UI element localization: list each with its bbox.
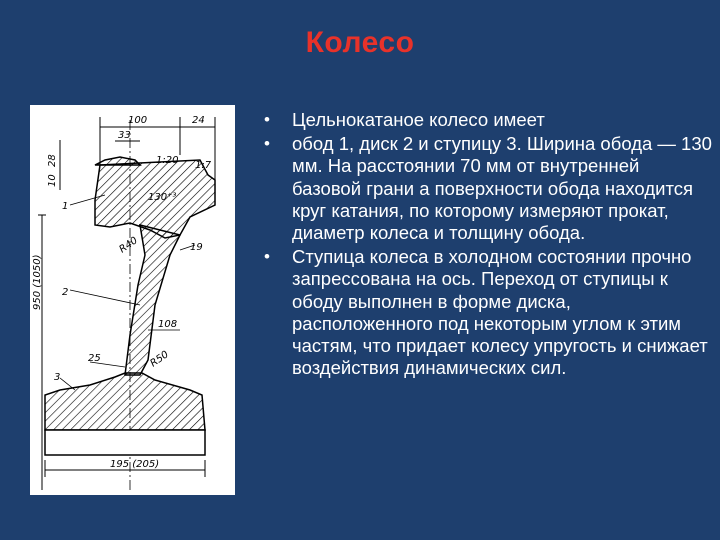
bullet-text: Цельнокатаное колесо имеет — [292, 109, 545, 130]
bullet-dot: • — [264, 247, 270, 267]
slide-title: Колесо — [305, 26, 415, 59]
dim-r50: R50 — [148, 349, 171, 370]
bullet-dot: • — [264, 134, 270, 154]
dim-24: 24 — [192, 115, 205, 126]
dim-hub-width: 195 (205) — [110, 459, 160, 470]
callout-hub: 3 — [54, 372, 61, 383]
hub-section — [45, 373, 205, 430]
dim-33: 33 — [118, 130, 131, 141]
dim-r40: R40 — [117, 235, 140, 256]
dim-25: 25 — [88, 353, 101, 364]
callout-rim: 1 — [62, 201, 69, 212]
dim-rim-130: 130⁺³ — [148, 192, 177, 203]
bullet-list — [262, 109, 712, 381]
bullet-dot: • — [264, 110, 270, 129]
dim-slope-1-20: 1:20 — [156, 155, 179, 166]
flange-section — [95, 157, 140, 165]
hub-bore — [45, 430, 205, 455]
dim-10: 10 — [47, 174, 58, 187]
dim-108: 108 — [158, 319, 178, 330]
dim-19: 19 — [190, 242, 203, 253]
dim-diameter: 950 (1050) — [32, 254, 43, 310]
bullet-text: обод 1, диск 2 и ступицу 3. Ширина обода — 130 мм. На расстоянии 70 мм от внутренней базовой грани а поверхности обода находится круг катания, по которому измеряют прокат, диаметр колеса и толщину обода. — [292, 133, 712, 244]
wheel-cross-section-drawing — [30, 105, 235, 495]
bullet-text: Ступица колеса в холодном состоянии прочно запрессована на ось. Переход от ступицы к ободу выполнен в форме диска, расположенного под некоторым углом к этим частям, что придает колесу упругость и снижает воздействия динамических сил. — [292, 246, 708, 379]
wheel-drawing-svg — [30, 105, 235, 495]
callout-disc: 2 — [62, 287, 69, 298]
dim-28: 28 — [47, 154, 58, 167]
bullet-item — [262, 109, 712, 131]
bullet-item — [262, 246, 712, 379]
dim-100: 100 — [128, 115, 148, 126]
dim-slope-1-7: 1:7 — [195, 160, 212, 171]
bullet-item — [262, 133, 712, 244]
